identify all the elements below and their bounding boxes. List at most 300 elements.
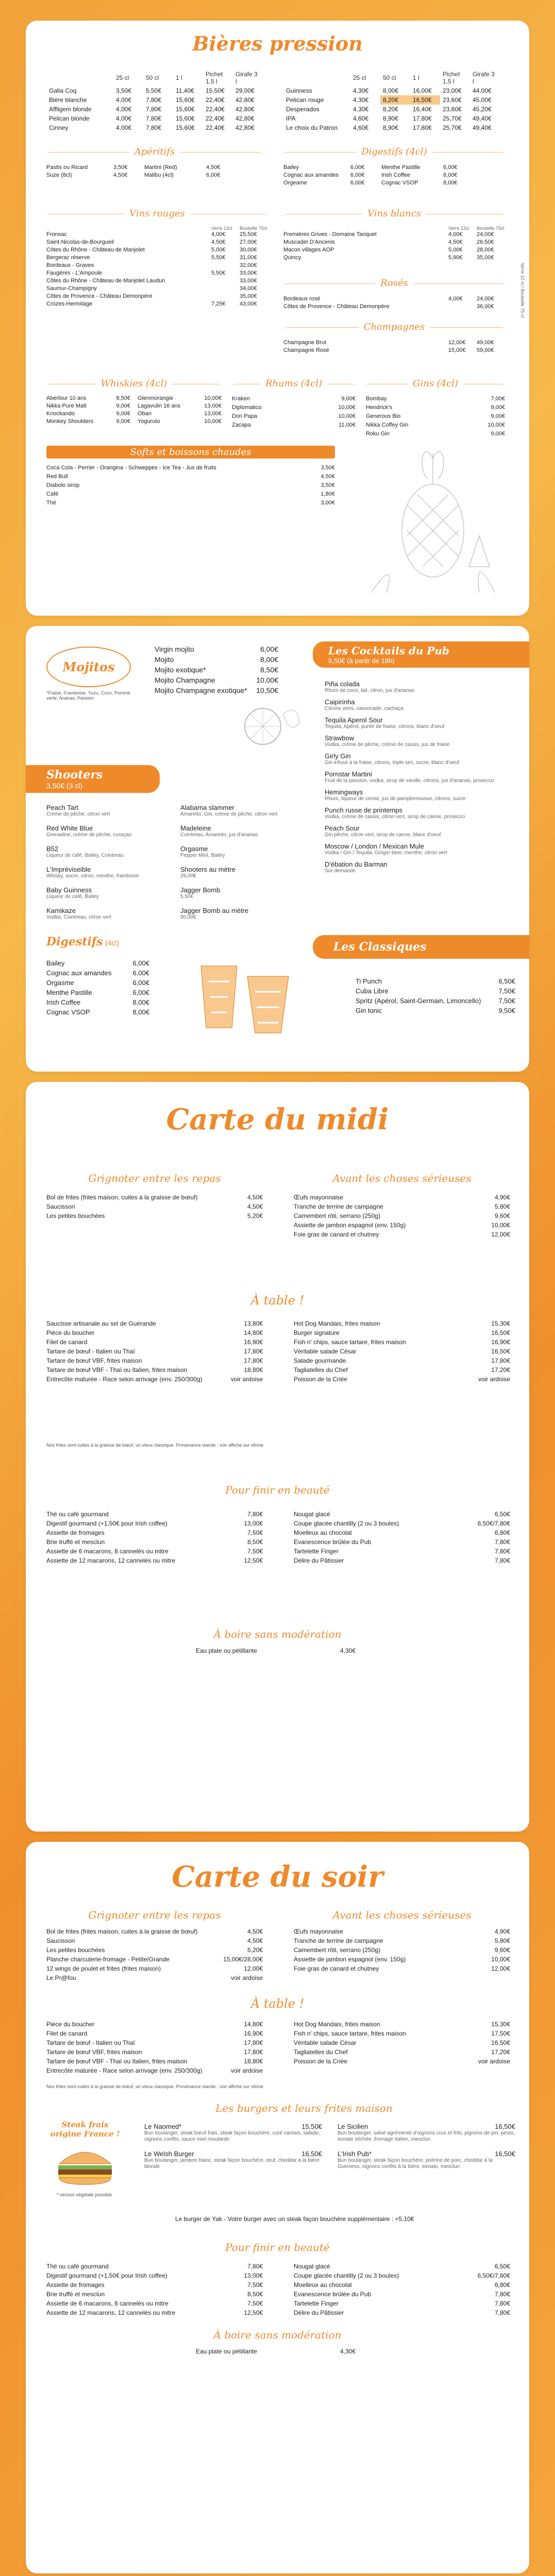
item-price: 14,80€: [244, 1329, 263, 1336]
digestifs-mid-unit: (4cl): [105, 939, 120, 947]
beer-price: 4,00€: [116, 96, 132, 104]
item-price: 8,50€: [260, 666, 278, 674]
wine-price: 5,50€: [211, 255, 226, 261]
classiques-title: Les Classiques: [333, 940, 427, 954]
item-price: 9,00€: [341, 396, 356, 402]
beer-header: 25 cl: [353, 74, 366, 81]
cocktail-desc: Vodka / Gin / Tequila, Ginger beer, menthe, citron vert: [325, 850, 447, 856]
whiskies-box: [46, 378, 222, 430]
item-price: 6,00€: [443, 164, 458, 171]
beer-price: 3,50€: [116, 87, 132, 94]
beer-name: Cinney: [49, 124, 69, 131]
beer-price: 5,50€: [146, 87, 162, 94]
item-name: Spritz (Apérol, Saint-Germain, Limoncello): [356, 997, 481, 1005]
lime-illustration: [232, 698, 304, 750]
wine-name: Saint-Nicolas-de-Bourgueil: [46, 239, 114, 245]
item-name: Bailey: [46, 959, 65, 967]
wine-row: [46, 254, 268, 262]
cocktail-item: [325, 680, 515, 693]
wine-price: 4,00€: [448, 231, 463, 238]
menu-row: [46, 164, 263, 172]
menu-row: [46, 1556, 263, 1565]
menu-row: [294, 1221, 510, 1230]
menu-row: [294, 1347, 510, 1356]
wine-row: [46, 300, 268, 308]
item-price: 8,50€: [247, 1538, 263, 1546]
shooter-name: Kamikaze: [46, 907, 76, 914]
whisky-column: [138, 395, 222, 426]
glasses-illustration: [191, 945, 304, 1048]
shooter-name: L'Impréviseible: [46, 866, 91, 873]
cocktail-name: Caipirinha: [325, 698, 355, 706]
item-price: 6,50€: [494, 2263, 510, 2270]
item-name: Saucisson: [46, 1203, 75, 1210]
item-name: Assiette de 6 macarons, 6 cannelés ou mitre: [46, 2300, 169, 2307]
beer-row: [46, 105, 263, 114]
item-price: 15,30€: [491, 2021, 510, 2028]
item-name: Saucisse artisanale au sel de Guérande: [46, 1320, 156, 1327]
item-price: 12,00€: [244, 1965, 263, 1972]
item-price: 12,50€: [244, 1557, 263, 1564]
item-price: 17,20€: [491, 2048, 510, 2056]
menu-row: [46, 2290, 263, 2299]
item-name: Foie gras de canard et chutney: [294, 1231, 379, 1238]
beer-name: Pelican blonde: [49, 115, 90, 122]
item-price: 3,50€: [321, 465, 335, 471]
cocktail-name: Peach Sour: [325, 824, 360, 832]
menu-row: [46, 1337, 263, 1347]
burgers-list: [144, 2123, 515, 2170]
beer-header: Girafe 3 l: [236, 71, 258, 85]
item-name: Délire du Pâtissier: [294, 1557, 344, 1564]
menu-row: [356, 996, 515, 1006]
cocktails-list: [325, 680, 515, 878]
digestifs-mid-label: Digestifs: [46, 935, 103, 948]
item-name: Fish n' chips, sauce tartare, frites maison: [294, 1338, 406, 1346]
item-price: 1,80€: [321, 491, 335, 497]
wine-col-header: Verre 12cl: [448, 226, 469, 231]
shooter-desc: 50,00€: [180, 914, 196, 920]
menu-row: [46, 2299, 263, 2308]
dinner-desserts-left: [46, 2262, 263, 2317]
shooter-name: Shooters au mètre: [180, 866, 236, 873]
item-price: 3,00€: [321, 500, 335, 506]
item-price: 6,00€: [350, 164, 365, 171]
item-price: 7,80€: [247, 1511, 263, 1518]
shooter-item: [180, 907, 299, 920]
item-name: Orgeame: [283, 180, 307, 186]
beer-price: 42,80€: [236, 96, 255, 104]
menu-row: [46, 1955, 263, 1964]
wine-price: 43,00€: [240, 301, 257, 307]
beer-price: 49,40€: [473, 124, 492, 131]
item-name: Filet de canard: [46, 2030, 88, 2037]
item-price: 10,00€: [204, 418, 222, 425]
wine-row: [46, 231, 268, 239]
champagnes-title: Champagnes: [359, 321, 430, 332]
menu-row: [46, 1547, 263, 1556]
item-price: 17,80€: [244, 1357, 263, 1364]
menu-row: [366, 395, 505, 403]
item-name: Tartare de bœuf VBF, frites maison: [46, 1357, 142, 1364]
wine-price: 4,00€: [448, 296, 463, 302]
menu-row: [294, 1337, 510, 1347]
item-name: Generous Bio: [366, 413, 401, 419]
item-name: Gin tonic: [356, 1007, 382, 1014]
item-price: 6,80€: [494, 1529, 510, 1536]
shooter-desc: Liqueur de café, Bailey: [46, 894, 99, 900]
item-name: Thé ou café gourmand: [46, 1511, 109, 1518]
menu-row: [294, 1375, 510, 1384]
burger-header: [144, 2150, 322, 2158]
item-price: 5,80€: [494, 1203, 510, 1210]
item-price: 17,80€: [244, 1348, 263, 1355]
whiskies-title: Whiskies (4cl): [96, 378, 173, 389]
item-name: Hot Dog Mandais, frites maison: [294, 1320, 380, 1327]
beer-price: 15,60€: [176, 96, 195, 104]
menu-row: [283, 164, 505, 172]
rhums-box: [232, 378, 356, 430]
item-name: Mojito: [155, 655, 174, 664]
cocktail-item: [325, 824, 515, 838]
menu-row: [232, 421, 356, 430]
classiques-list: [356, 976, 515, 1015]
roses-title: Rosés: [375, 278, 413, 289]
menu-row: [294, 2299, 510, 2308]
item-name: Lagavulin 16 ans: [138, 403, 181, 409]
item-price: 7,80€: [494, 2300, 510, 2307]
menu-row: [294, 2029, 510, 2038]
wine-price: 35,00€: [477, 255, 494, 261]
item-price: 8,00€: [443, 180, 458, 186]
shooter-desc: Pepper Mint, Bailey: [180, 853, 225, 858]
item-name: Menthe Pastille: [381, 164, 421, 171]
item-name: Mojito Champagne exotique*: [155, 686, 247, 694]
item-name: Digestif gourmand (+1,50€ pour Irish coffee): [46, 2272, 167, 2279]
item-name: Yoguruto: [138, 418, 160, 425]
beer-price: 7,80€: [146, 124, 162, 131]
item-price: 4,30€: [340, 2348, 356, 2355]
shooter-item: [180, 866, 299, 879]
item-price: voir ardoise: [478, 1376, 510, 1383]
menu-row: [46, 978, 149, 988]
item-price: 10,00€: [338, 404, 356, 411]
item-price: 12,00€: [491, 1231, 510, 1238]
menu-row: [294, 1537, 510, 1547]
item-price: 4,50€: [247, 1928, 263, 1935]
cocktail-item: [325, 842, 515, 856]
shooter-name: Madeleine: [180, 824, 211, 832]
item-name: 12 wings de poulet et frites (frites maison): [46, 1965, 161, 1972]
item-name: Assiette de fromages: [46, 1529, 105, 1536]
beer-name: Le choix du Patron: [286, 124, 338, 131]
item-name: Cognac aux amandes: [283, 172, 339, 178]
beer-header: [46, 70, 113, 86]
wine-row: [46, 239, 268, 246]
beer-price: 8,90€: [383, 124, 399, 131]
menu-row: [46, 1202, 263, 1211]
cocktails-card: [26, 626, 529, 1072]
burger-price: 16,50€: [495, 2150, 515, 2158]
beer-name: Pelican rouge: [286, 96, 324, 104]
wine-name: Fronsac: [46, 231, 67, 238]
beer-price: 22,40€: [206, 96, 225, 104]
beer-price: 45,00€: [473, 96, 492, 104]
beer-name: Desperados: [286, 106, 319, 113]
lunch-starters-title: Avant les choses sérieuses: [332, 1172, 472, 1184]
wine-cols: [46, 226, 268, 231]
wine-price: 25,50€: [240, 231, 257, 238]
beer-name: Guinness: [286, 87, 312, 94]
beer-price: 4,00€: [116, 124, 132, 131]
item-name: Cognac VSOP: [381, 180, 418, 186]
item-price: voir ardoise: [230, 2067, 263, 2074]
beer-row: [283, 95, 500, 105]
item-name: Entrecôte maturée - Race selon arrivage (env. 250/300g): [46, 2067, 203, 2074]
item-price: 7,50€: [247, 1529, 263, 1536]
menu-row: [294, 2308, 510, 2317]
menu-row: [46, 2271, 263, 2280]
beer-price: 8,20€: [383, 106, 399, 113]
cocktail-desc: Rhum, liqueur de cerise, jus de pamplemousse, citrons, sucre: [325, 796, 466, 802]
item-name: Mojito exotique*: [155, 666, 206, 674]
wine-row: [283, 295, 505, 303]
beer-name: Bière blanche: [49, 96, 87, 104]
menu-row: [138, 418, 222, 426]
aperitifs-box: [46, 146, 263, 198]
lunch-desserts-title: Pour finir en beauté: [225, 1484, 330, 1496]
item-price: 7,80€: [247, 2263, 263, 2270]
menu-row: [46, 481, 335, 490]
wine-name: Bergerac réserve: [46, 255, 90, 261]
menu-row: [46, 2066, 263, 2075]
beer-name: IPA: [286, 115, 296, 122]
beer-price: 45,20€: [473, 106, 492, 113]
cocktail-desc: Fruit de la passion, vodka, sirop de vanille, citrons, jus d'ananas, prosecco: [325, 778, 494, 784]
item-name: Bol de frites (frites maison, cuites à la graisse de bœuf): [46, 1928, 198, 1935]
item-price: 10,00€: [491, 1956, 510, 1963]
digestifs-mid-title: [46, 935, 119, 948]
item-price: 9,00€: [116, 411, 130, 417]
burger-header: [338, 2123, 515, 2130]
menu-row: [46, 395, 130, 402]
wine-name: Champagne Brut: [283, 340, 327, 346]
menu-row: [232, 412, 356, 421]
dinner-drinks: [196, 2347, 356, 2356]
shooter-item: [46, 845, 165, 858]
beer-header: 50 cl: [146, 74, 159, 81]
beer-price: 42,80€: [236, 115, 255, 122]
item-name: Moelleux au chocolat: [294, 1529, 352, 1536]
beer-price: 4,60€: [353, 124, 369, 131]
beer-price: 15,50€: [206, 87, 225, 94]
item-price: voir ardoise: [230, 1974, 263, 1981]
softs-title: Softs et boissons chaudes: [46, 446, 335, 459]
menu-row: [46, 1519, 263, 1528]
beer-price: 22,40€: [206, 124, 225, 131]
item-price: 13,80€: [244, 1320, 263, 1327]
menu-row: [294, 2057, 510, 2066]
beer-price: 11,40€: [176, 87, 194, 94]
item-price: 16,90€: [244, 1338, 263, 1346]
menu-row: [46, 2280, 263, 2290]
beer-price: 4,00€: [116, 115, 132, 122]
wine-price: 12,00€: [448, 340, 466, 346]
item-price: 8,50€: [116, 395, 130, 401]
shooter-item: [46, 824, 165, 838]
shooter-item: [180, 845, 299, 858]
menu-row: [294, 1230, 510, 1239]
cocktails-subtitle: 9,50€ (à partir de 18h): [328, 657, 395, 665]
menu-row: [294, 1528, 510, 1537]
shooters-left: [46, 804, 165, 927]
item-name: Kraken: [232, 396, 250, 402]
item-name: Tartare de bœuf VBF, frites maison: [46, 2048, 142, 2056]
cocktail-name: D'ébation du Barman: [325, 860, 388, 868]
menu-row: [294, 1964, 510, 1973]
item-name: Poisson de la Criée: [294, 2058, 348, 2065]
item-name: Menthe Pastille: [46, 989, 92, 996]
wine-price: [211, 293, 240, 300]
item-price: 17,20€: [491, 1366, 510, 1374]
menu-row: [46, 402, 130, 410]
item-name: Tranche de terrine de campagne: [294, 1203, 383, 1210]
item-name: Assiette de 6 macarons, 8 cannelés ou mitre: [46, 1548, 169, 1555]
wine-row: [283, 254, 505, 262]
item-price: 13,00€: [204, 403, 222, 409]
wine-row: [283, 303, 505, 311]
item-name: Aberlour 10 ans: [46, 395, 87, 401]
beer-price: 49,40€: [473, 115, 492, 122]
wine-price: 26,50€: [477, 239, 494, 245]
menu-row: [366, 421, 505, 430]
item-name: Véritable salade César: [294, 1348, 357, 1355]
shooter-desc: 5,50€: [180, 894, 194, 900]
menu-row: [46, 1365, 263, 1375]
menu-row: [46, 2029, 263, 2038]
item-price: 10,00€: [204, 395, 222, 401]
shooter-item: [180, 804, 299, 817]
cocktail-desc: Sur demande: [325, 868, 356, 874]
menu-row: [46, 997, 149, 1007]
item-name: Digestif gourmand (+1,50€ pour Irish coffee): [46, 1520, 167, 1527]
item-name: Cuba Libre: [356, 987, 389, 995]
wine-row: [283, 339, 505, 347]
item-price: 16,90€: [244, 2030, 263, 2037]
wine-name: Crozes-Hermitage: [46, 301, 93, 307]
menu-row: [366, 412, 505, 421]
item-price: 9,00€: [491, 413, 505, 419]
lunch-title: Carte du midi: [166, 1103, 389, 1137]
menu-row: [46, 2308, 263, 2317]
item-name: Orgasme: [46, 979, 74, 987]
item-name: Le Pr@fou: [46, 1974, 76, 1981]
beer-name: Galia Coq: [49, 87, 77, 94]
menu-row: [294, 1945, 510, 1955]
item-name: Diabolo sirop: [46, 482, 80, 488]
cocktail-item: [325, 788, 515, 802]
beer-price: 4,30€: [353, 87, 369, 94]
cocktail-desc: Citrons verts, cassonade, cachaça: [325, 706, 403, 711]
menu-row: [46, 1528, 263, 1537]
menu-row: [46, 1356, 263, 1365]
item-name: Fish n' chips, sauce tartare, frites maison: [294, 2030, 406, 2037]
wine-price: 15,00€: [448, 347, 466, 353]
wine-name: Côtes de Provence - Château Demonpère: [46, 293, 153, 299]
item-price: 11,00€: [339, 422, 356, 428]
beer-header: 1 l: [413, 74, 419, 81]
item-name: Foie gras de canard et chutney: [294, 1965, 379, 1972]
wine-name: Champagne Rosé: [283, 347, 329, 353]
item-price: 15,00€/28,00€: [223, 1956, 263, 1963]
item-price: 16,50€: [491, 1348, 510, 1355]
menu-row: [294, 1328, 510, 1337]
menu-row: [232, 395, 356, 403]
wine-price: 4,50€: [448, 239, 463, 245]
wine-name: Quincy: [283, 255, 301, 261]
item-name: Red Bull: [46, 473, 68, 480]
lunch-mains-left: [46, 1319, 263, 1384]
lunch-desserts-right: [294, 1510, 510, 1565]
menu-row: [46, 2262, 263, 2271]
item-name: Coupe glacée chantilly (2 ou 3 boules): [294, 2272, 399, 2279]
wine-row: [46, 285, 268, 293]
beer-price: 22,40€: [206, 106, 225, 113]
menu-row: [46, 1375, 263, 1384]
menu-row: [283, 172, 505, 179]
item-name: Tartelette Finger: [294, 2300, 339, 2307]
wine-price: 32,00€: [240, 262, 257, 268]
menu-row: [196, 1646, 356, 1655]
beer-price: 15,60€: [176, 115, 195, 122]
item-price: 7,80€: [494, 2291, 510, 2298]
shooter-desc: Amaretto, Gin, crème de pêche, citron vert: [180, 811, 278, 817]
burger-item: [338, 2150, 515, 2170]
item-price: 6,00€: [206, 172, 221, 178]
wine-row: [46, 262, 268, 269]
spacer: [46, 226, 211, 231]
roses-box: [283, 278, 505, 314]
menu-row: [294, 1202, 510, 1211]
shooter-name: B52: [46, 845, 59, 853]
menu-row: [232, 403, 356, 412]
cocktail-desc: Rhum de coco, lait, citron, jus d'ananas: [325, 688, 415, 693]
menu-row: [294, 1510, 510, 1519]
beer-header: 50 cl: [383, 74, 396, 81]
item-price: 7,50€: [498, 997, 515, 1005]
item-price: 10,00€: [338, 413, 356, 419]
beer-row: [283, 105, 500, 114]
item-name: Hendrick's: [366, 404, 393, 411]
burger-header: [144, 2123, 322, 2130]
burger-price: 16,50€: [301, 2150, 322, 2158]
burger-illustration: [54, 2146, 116, 2187]
item-name: Zacapa: [232, 422, 251, 428]
dinner-title: Carte du soir: [172, 1860, 383, 1894]
item-price: 9,60€: [494, 1212, 510, 1219]
item-name: Don Papa: [232, 413, 257, 419]
dinner-desserts-title: Pour finir en beauté: [225, 2241, 330, 2253]
item-name: Irish Coffee: [46, 998, 81, 1006]
beer-row: [283, 86, 500, 95]
item-name: Diplomatico: [232, 404, 262, 411]
cocktail-name: Hemingways: [325, 788, 363, 796]
shooters-title: Shooters: [46, 768, 103, 782]
dinner-card: [26, 1842, 529, 2573]
lunch-drinks: [196, 1646, 356, 1655]
menu-row: [366, 430, 505, 438]
shooter-desc: Liqueur de café, Bailey, Cointreau: [46, 853, 124, 858]
